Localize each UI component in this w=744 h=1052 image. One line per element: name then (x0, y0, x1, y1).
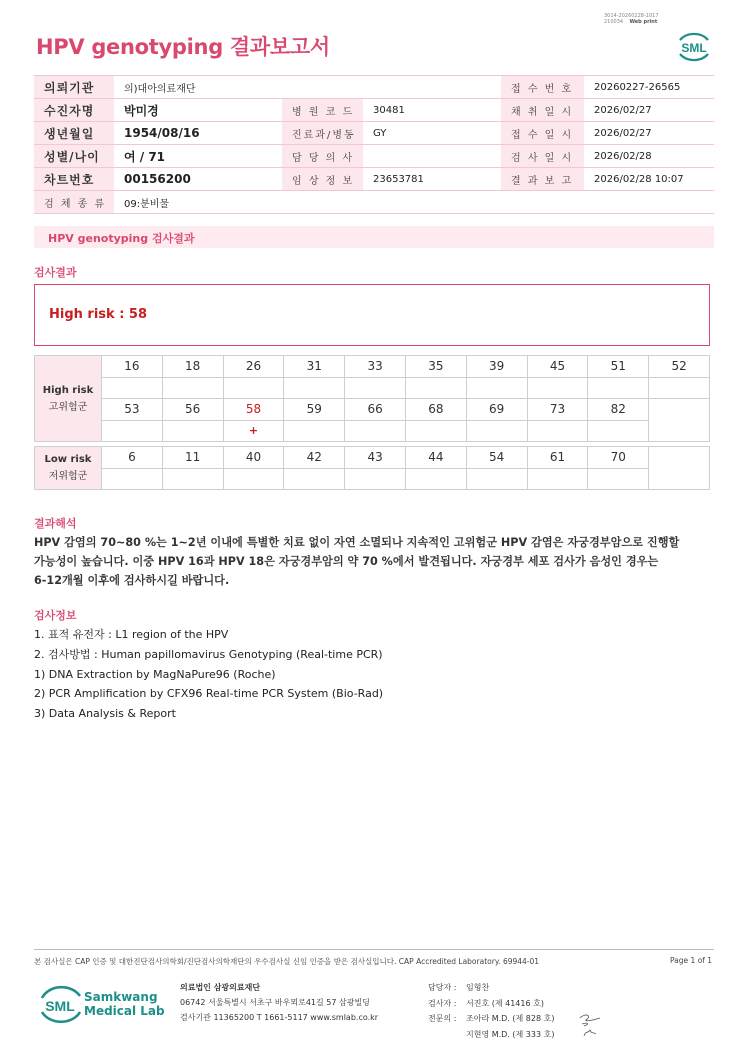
high-risk-result-cell (345, 421, 406, 443)
specimen-row (34, 191, 714, 214)
low-risk-type-cell: 40 (224, 447, 285, 469)
high-risk-type-cell: 59 (284, 399, 345, 421)
high-risk-result-cell (163, 421, 224, 443)
high-risk-result-cell (284, 421, 345, 443)
high-risk-result-cell (102, 378, 163, 400)
high-risk-result-cell (649, 378, 710, 400)
high-risk-result-cell: + (224, 421, 285, 443)
info-value: 2026/02/27 (584, 99, 714, 122)
high-risk-type-cell: 26 (224, 356, 285, 378)
high-risk-result-cell (467, 378, 528, 400)
info-value: 박미경 (114, 99, 282, 122)
brand-line2: Medical Lab (84, 1004, 165, 1018)
info-label: 접 수 일 시 (501, 122, 584, 145)
high-risk-result-cell (345, 378, 406, 400)
low-risk-result-cell (467, 469, 528, 491)
staff-value: 조아라 M.D. (제 828 호) (466, 1014, 555, 1024)
info-value (363, 76, 501, 99)
staff-row (428, 1027, 554, 1043)
web-print-label: Web print (629, 19, 658, 25)
org-info (180, 980, 378, 1025)
high-risk-result-cell (163, 378, 224, 400)
high-risk-type-cell: 68 (406, 399, 467, 421)
staff-key: 검사자 : (428, 998, 457, 1008)
high-risk-header (35, 356, 102, 441)
staff-row (428, 1011, 554, 1027)
low-risk-result-cell (163, 469, 224, 491)
low-risk-header (35, 447, 102, 489)
high-risk-type-cell: 35 (406, 356, 467, 378)
print-id-line2: 210034 (604, 19, 624, 25)
interpretation-line: HPV 감염의 70~80 %는 1~2년 이내에 특별한 치료 없이 자연 소멸되나 지속적인 고위험군 HPV 감염은 자궁경부암으로 진행할 (34, 536, 680, 549)
org-name: 의료법인 삼광의료재단 (180, 983, 261, 992)
info-value: 00156200 (114, 168, 282, 191)
high-risk-type-cell: 82 (588, 399, 649, 421)
info-label: 의뢰기관 (34, 76, 114, 99)
info-label: 진료과/병동 (282, 122, 363, 145)
high-risk-type-cell: 66 (345, 399, 406, 421)
low-risk-type-cell: 11 (163, 447, 224, 469)
low-risk-result-cell (345, 469, 406, 491)
info-value: 20260227-26565 (584, 76, 714, 99)
high-risk-result-cell (588, 378, 649, 400)
low-risk-type-cell: 42 (284, 447, 345, 469)
info-row (34, 99, 714, 122)
info-label: 생년월일 (34, 122, 114, 145)
high-risk-result-cell (528, 378, 589, 400)
low-risk-type-cell: 44 (406, 447, 467, 469)
high-risk-result-cell (467, 421, 528, 443)
low-risk-result-cell (284, 469, 345, 491)
high-risk-type-cell: 58 (224, 399, 285, 421)
high-risk-result-cell (406, 421, 467, 443)
footer-divider (34, 949, 714, 950)
sml-footer-logo-icon (37, 982, 85, 1026)
test-info-item: 2) PCR Amplification by CFX96 Real-time PCR System (Bio-Rad) (34, 687, 384, 701)
test-info-item: 3) Data Analysis & Report (34, 707, 176, 721)
staff-list (428, 980, 554, 1042)
low-risk-type-cell: 61 (528, 447, 589, 469)
section-bar-title: HPV genotyping 검사결과 (48, 232, 195, 245)
result-title: 검사결과 (34, 266, 77, 279)
logo-top-text: SML (681, 41, 707, 55)
info-value: 여 / 71 (114, 145, 282, 168)
low-risk-grid (34, 446, 710, 490)
brand-name (84, 990, 165, 1018)
footer-logo-text: SML (45, 998, 75, 1014)
info-label: 담 당 의 사 (282, 145, 363, 168)
low-risk-result-cell (528, 469, 589, 491)
info-row (34, 122, 714, 145)
low-risk-result-cell (588, 469, 649, 491)
specimen-label: 검 체 종 류 (34, 191, 114, 214)
interpretation-text (34, 533, 714, 590)
test-info-list (34, 625, 383, 724)
specimen-value: 09:분비물 (114, 191, 714, 214)
high-risk-type-cell: 69 (467, 399, 528, 421)
info-value: 2026/02/28 10:07 (584, 168, 714, 191)
high-risk-result-cell (102, 421, 163, 443)
staff-key (428, 1027, 466, 1043)
org-address: 06742 서울특별시 서초구 바우뫼로41길 57 삼광빌딩 (180, 998, 370, 1007)
high-risk-result-cell (284, 378, 345, 400)
low-risk-type-cell: 54 (467, 447, 528, 469)
info-value: 30481 (363, 99, 501, 122)
section-bar (34, 226, 714, 248)
test-info-item: 2. 검사방법 : Human papillomavirus Genotyping (Real-time PCR) (34, 647, 383, 661)
info-label: 검 사 일 시 (501, 145, 584, 168)
interpretation-title: 결과해석 (34, 517, 77, 530)
high-risk-type-cell: 18 (163, 356, 224, 378)
low-risk-result-cell (406, 469, 467, 491)
print-id-line1: 3014-20260228-1017 (604, 13, 659, 19)
staff-value: 지현영 M.D. (제 333 호) (466, 1029, 555, 1039)
high-risk-grid (34, 355, 710, 442)
brand-line1: Samkwang (84, 990, 158, 1004)
high-risk-type-cell: 16 (102, 356, 163, 378)
info-label: 접 수 번 호 (501, 76, 584, 99)
low-risk-type-cell: 43 (345, 447, 406, 469)
high-risk-type-cell: 73 (528, 399, 589, 421)
staff-row (428, 980, 554, 996)
staff-key: 전문의 : (428, 1014, 457, 1024)
high-risk-label: High risk (42, 384, 94, 396)
high-risk-type-cell: 52 (649, 356, 710, 378)
result-text: High risk : 58 (49, 307, 148, 322)
sml-logo-icon (674, 28, 714, 64)
signature-icon (576, 1010, 606, 1040)
high-risk-type-cell: 33 (345, 356, 406, 378)
info-label: 차트번호 (34, 168, 114, 191)
high-risk-result-cell (224, 378, 285, 400)
info-label: 병 원 코 드 (282, 99, 363, 122)
interpretation-line: 6-12개월 이후에 검사하시길 바랍니다. (34, 574, 230, 587)
info-label (282, 76, 363, 99)
info-label: 채 취 일 시 (501, 99, 584, 122)
report-title: HPV genotyping 결과보고서 (36, 35, 330, 59)
high-risk-type-cell: 53 (102, 399, 163, 421)
info-value: 2026/02/28 (584, 145, 714, 168)
low-risk-label-ko: 저위험군 (48, 471, 88, 482)
info-value: 1954/08/16 (114, 122, 282, 145)
info-row (34, 76, 714, 99)
high-risk-type-cell: 39 (467, 356, 528, 378)
info-value: 의)대아의료재단 (114, 76, 282, 99)
high-risk-result-cell (406, 378, 467, 400)
high-risk-result-cell (588, 421, 649, 443)
high-risk-type-cell: 56 (163, 399, 224, 421)
org-contact: 검사기관 11365200 T 1661-5117 www.smlab.co.kr (180, 1013, 379, 1022)
info-row (34, 168, 714, 191)
test-info-item: 1. 표적 유전자 : L1 region of the HPV (34, 628, 229, 641)
high-risk-type-cell: 45 (528, 356, 589, 378)
info-label: 임 상 정 보 (282, 168, 363, 191)
info-label: 결 과 보 고 (501, 168, 584, 191)
low-risk-label: Low risk (44, 454, 92, 465)
low-risk-type-cell: 70 (588, 447, 649, 469)
info-label: 수진자명 (34, 99, 114, 122)
result-box (34, 284, 710, 346)
info-value: 2026/02/27 (584, 122, 714, 145)
interpretation-line: 가능성이 높습니다. 이중 HPV 16과 HPV 18은 자궁경부암의 약 70 %에서 발견됩니다. 자궁경부 세포 검사가 음성인 경우는 (34, 555, 659, 568)
info-value (363, 145, 501, 168)
print-id (604, 13, 659, 25)
info-row (34, 145, 714, 168)
low-risk-result-cell (102, 469, 163, 491)
high-risk-label-ko: 고위험군 (48, 401, 88, 413)
info-value: GY (363, 122, 501, 145)
staff-row (428, 996, 554, 1012)
staff-value: 임형찬 (466, 983, 490, 992)
high-risk-type-cell: 51 (588, 356, 649, 378)
test-info-title: 검사정보 (34, 609, 77, 622)
staff-value: 서진호 (제 41416 호) (466, 998, 544, 1008)
info-value: 23653781 (363, 168, 501, 191)
footer-note: 본 검사실은 CAP 인증 및 대한진단검사의학회/진단검사의학재단의 우수검사실 신임 인증을 받은 검사실입니다. CAP Accredited Laboratory. 69944-01 (34, 957, 540, 966)
staff-key: 담당자 : (428, 983, 457, 992)
low-risk-result-cell (224, 469, 285, 491)
high-risk-type-cell: 31 (284, 356, 345, 378)
high-risk-result-cell (528, 421, 589, 443)
page-number: Page 1 of 1 (670, 956, 713, 965)
patient-info-table (34, 75, 714, 214)
low-risk-type-cell: 6 (102, 447, 163, 469)
test-info-item: 1) DNA Extraction by MagNaPure96 (Roche) (34, 667, 276, 681)
info-label: 성별/나이 (34, 145, 114, 168)
